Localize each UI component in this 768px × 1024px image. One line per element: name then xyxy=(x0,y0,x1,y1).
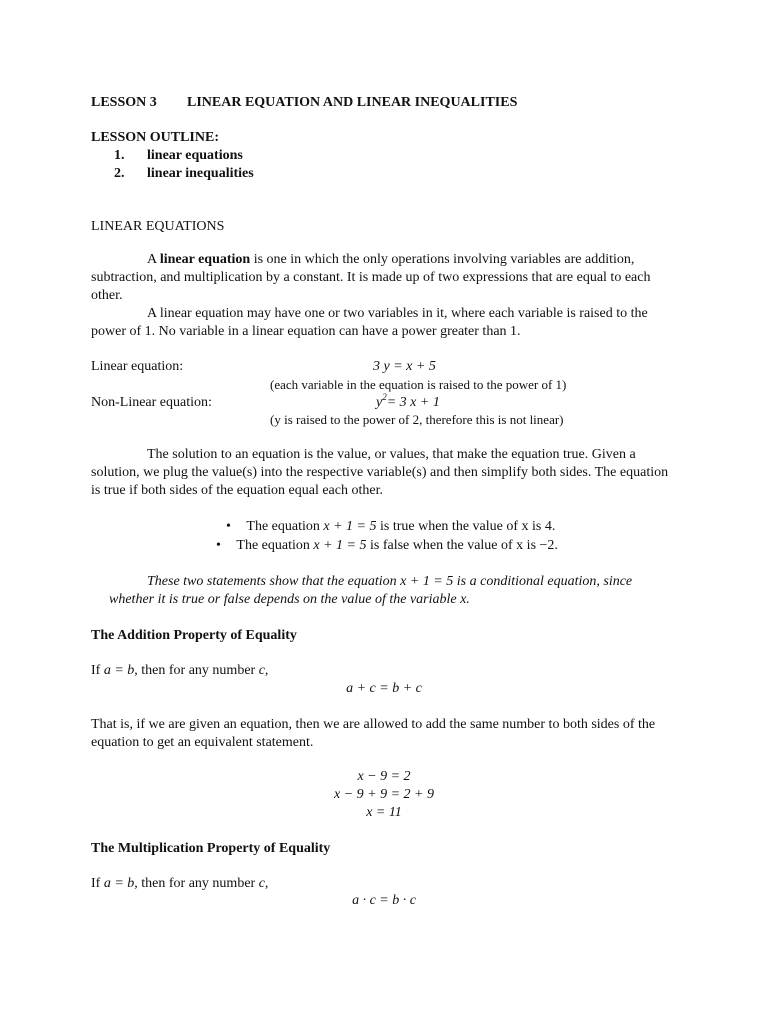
text-run: These two statements show that the equation xyxy=(147,574,401,589)
text-run: is one in which the only operations involving variables are addition, subtraction, and multiplication by a constant. It is made up of two expressions that are equal to each other. xyxy=(91,252,651,303)
text-run: y xyxy=(376,395,383,410)
bullet-icon: • xyxy=(216,538,221,553)
linear-example-note: (each variable in the equation is raised to the power of 1) xyxy=(270,377,567,392)
addition-step: x − 9 = 2 xyxy=(357,769,411,784)
addition-step: x = 11 xyxy=(366,805,402,820)
variable: c xyxy=(258,663,265,678)
exponent: 2 xyxy=(382,392,387,402)
multiplication-heading: The Multiplication Property of Equality xyxy=(91,841,331,856)
addition-if-line xyxy=(91,662,268,680)
text-run: If xyxy=(91,876,104,891)
text-run: is true when the value of x is 4. xyxy=(376,519,556,534)
paragraph-solution: The solution to an equation is the value, or values, that make the equation true. Given a solution, we plug the value(s) into the respective variable(s) and then simplify both sides. The equation is true if both sides of the equation equal each other. xyxy=(91,447,669,498)
text-run: If xyxy=(91,663,104,678)
list-item xyxy=(216,537,558,555)
list-item xyxy=(226,518,555,536)
text-run: is a conditional equation, since xyxy=(453,574,633,589)
outline-item-text: linear inequalities xyxy=(147,166,254,181)
outline-item-text: linear equations xyxy=(147,148,243,163)
conclusion-line-1 xyxy=(147,573,632,591)
addition-heading: The Addition Property of Equality xyxy=(91,628,297,643)
bold-term: linear equation xyxy=(159,252,251,267)
nonlinear-example-equation xyxy=(376,394,440,412)
text-run: , xyxy=(264,876,269,891)
conclusion-line-2: whether it is true or false depends on the value of the variable x. xyxy=(109,592,470,607)
equation: a = b xyxy=(103,663,135,678)
text-run: A xyxy=(147,252,160,267)
outline-heading: LESSON OUTLINE: xyxy=(91,130,219,145)
text-run: , xyxy=(264,663,269,678)
outline-item-number: 1. xyxy=(114,148,125,163)
bullet-icon: • xyxy=(226,519,231,534)
addition-explanation: That is, if we are given an equation, then we are allowed to add the same number to both sides of the equation to get an equivalent statement. xyxy=(91,717,656,750)
equation: x + 1 = 5 xyxy=(313,538,367,553)
addition-formula: a + c = b + c xyxy=(346,681,422,696)
lesson-title: LINEAR EQUATION AND LINEAR INEQUALITIES xyxy=(187,95,518,110)
equation: a = b xyxy=(103,876,135,891)
nonlinear-example-note: (y is raised to the power of 2, therefore this is not linear) xyxy=(270,412,564,427)
paragraph-power: A linear equation may have one or two variables in it, where each variable is raised to the power of 1. No variable in a linear equation can have a power greater than 1. xyxy=(91,306,648,339)
section-heading: LINEAR EQUATIONS xyxy=(91,219,225,234)
text-run: = 3 x + 1 xyxy=(386,395,440,410)
multiplication-formula: a · c = b · c xyxy=(352,893,416,908)
multiplication-if-line xyxy=(91,875,268,893)
linear-example-equation: 3 y = x + 5 xyxy=(373,359,436,374)
text-run: The equation xyxy=(236,538,314,553)
text-run: , then for any number xyxy=(134,663,259,678)
equation: x + 1 = 5 xyxy=(400,574,454,589)
variable: c xyxy=(258,876,265,891)
paragraph-definition xyxy=(91,251,671,305)
addition-step: x − 9 + 9 = 2 + 9 xyxy=(333,787,434,802)
equation: x + 1 = 5 xyxy=(323,519,377,534)
outline-item-number: 2. xyxy=(114,166,125,181)
text-run: , then for any number xyxy=(134,876,259,891)
nonlinear-example-label: Non-Linear equation: xyxy=(91,395,212,410)
linear-example-label: Linear equation: xyxy=(91,359,184,374)
text-run: The equation xyxy=(246,519,324,534)
text-run: is false when the value of x is −2. xyxy=(366,538,558,553)
lesson-number: LESSON 3 xyxy=(91,95,157,110)
